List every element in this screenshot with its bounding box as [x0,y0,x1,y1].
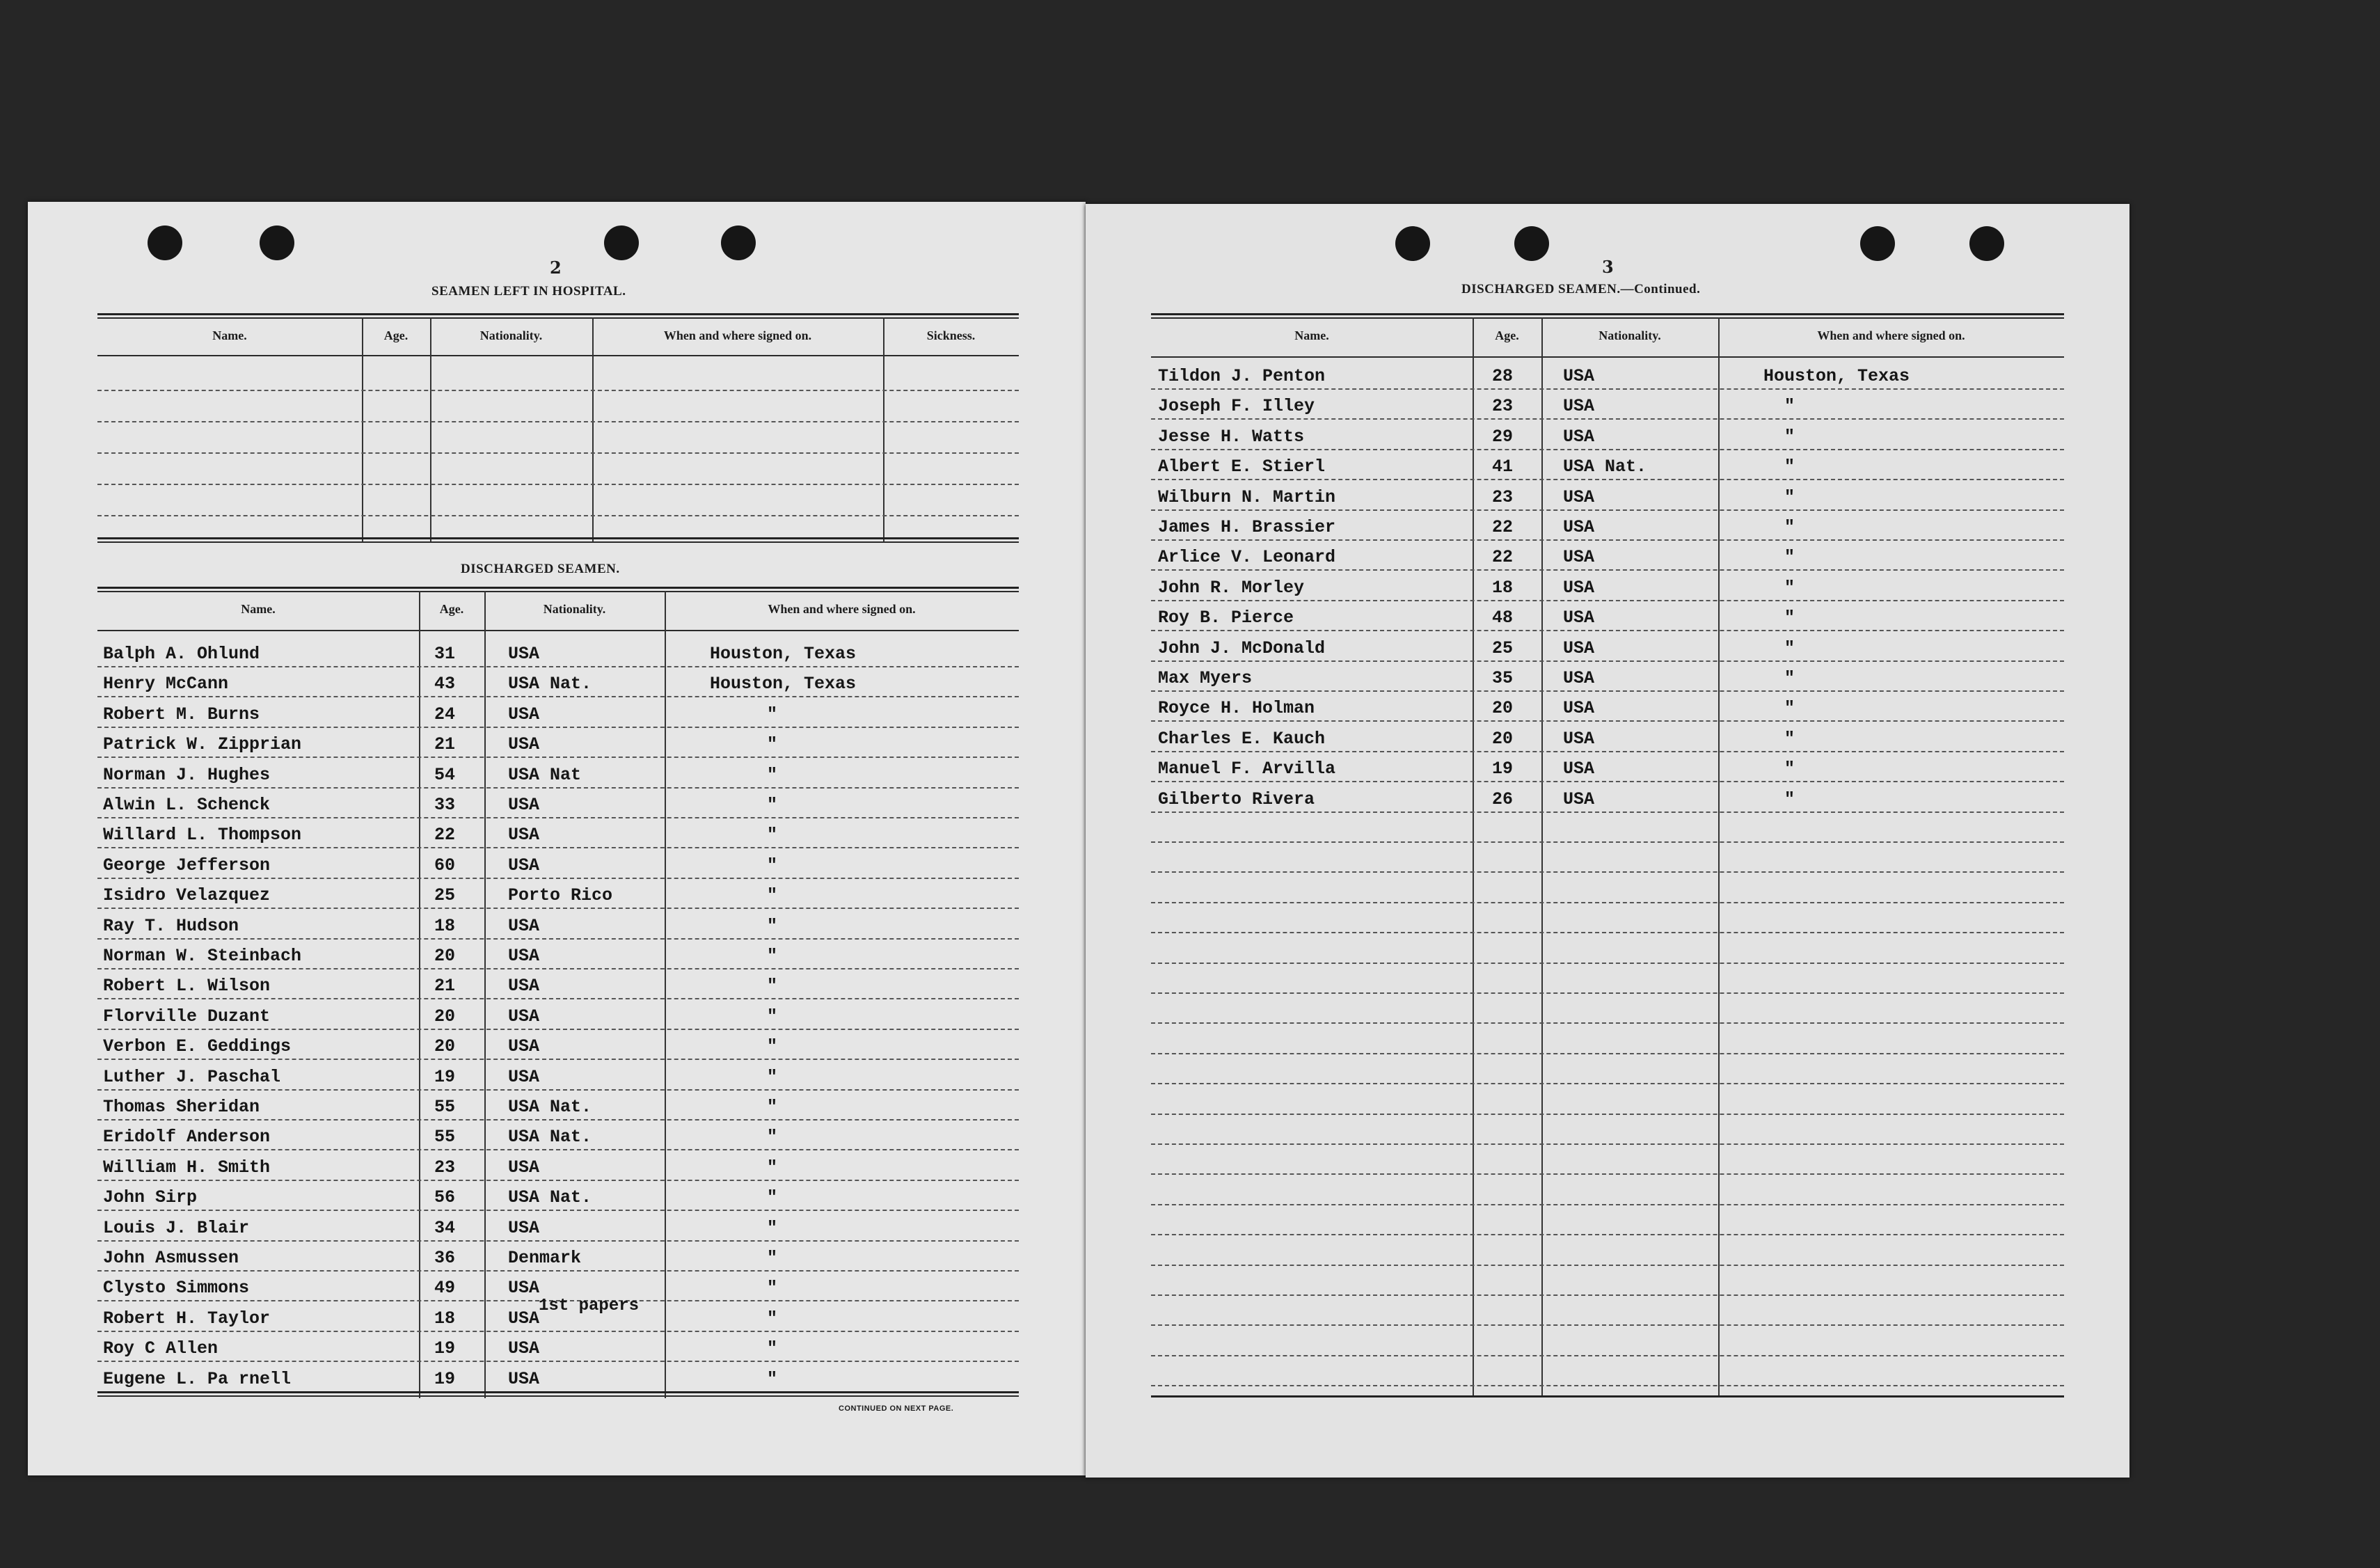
name-cell: Luther J. Paschal [103,1066,281,1087]
row-rule [97,1029,1019,1030]
nationality-cell: USA Nat. [508,1097,592,1117]
nationality-cell: USA [508,1308,540,1329]
row-rule [1151,751,2064,752]
signed-on-cell: " [767,825,778,846]
nationality-cell: USA [1563,396,1595,417]
nationality-cell: USA [508,1157,540,1178]
name-cell: Max Myers [1158,668,1253,688]
age-cell: 22 [1492,547,1514,568]
discharged-section-title: DISCHARGED SEAMEN. [461,562,620,576]
name-cell: Joseph F. Illey [1158,396,1315,417]
signed-on-cell: " [1784,638,1795,658]
row-rule [97,817,1019,818]
row-rule [97,1210,1019,1211]
nationality-cell: USA [508,946,540,966]
row-rule [1151,1022,2064,1024]
age-cell: 31 [434,644,456,664]
signed-on-cell: " [767,1006,778,1027]
page-number: 3 [1602,257,1614,277]
age-cell: 18 [1492,577,1514,598]
row-rule [1151,841,2064,843]
signed-on-cell: " [767,1187,778,1208]
signed-on-cell: " [1784,426,1795,447]
signed-on-cell: " [767,1338,778,1359]
age-cell: 35 [1492,668,1514,688]
binder-hole [148,225,182,260]
hospital-header-signed: When and where signed on. [663,328,812,342]
nationality-cell: USA [508,855,540,876]
row-rule [1151,902,2064,903]
nationality-cell: USA [508,704,540,724]
signed-on-cell: " [767,885,778,906]
name-cell: Eugene L. Pa rnell [103,1368,292,1389]
discharged-continued-title: DISCHARGED SEAMEN.—Continued. [1461,282,1701,296]
name-cell: Robert L. Wilson [103,976,271,997]
name-cell: Charles E. Kauch [1158,728,1326,749]
nationality-cell: USA [1563,668,1595,688]
signed-on-cell: " [1784,668,1795,688]
name-cell: Henry McCann [103,674,229,695]
nationality-cell: USA [1563,366,1595,386]
age-cell: 20 [434,1006,456,1027]
row-rule [1151,630,2064,631]
row-rule [97,666,1019,667]
age-cell: 25 [434,885,456,906]
nationality-cell: USA Nat. [1563,457,1647,477]
hospital-header-name: Name. [212,328,247,342]
name-cell: William H. Smith [103,1157,271,1178]
name-cell: Arlice V. Leonard [1158,547,1336,568]
row-rule [97,696,1019,697]
row-rule [1151,1294,2064,1296]
age-cell: 24 [434,704,456,724]
row-rule [97,1119,1019,1120]
signed-on-cell: Houston, Texas [1763,366,1910,386]
name-cell: Roy B. Pierce [1158,608,1294,628]
nationality-cell: USA [1563,728,1595,749]
signed-on-cell: " [767,1278,778,1299]
name-cell: George Jefferson [103,855,271,876]
nationality-cell: USA [508,644,540,664]
age-cell: 22 [434,825,456,846]
signed-on-cell: " [1784,728,1795,749]
nationality-cell: USA [1563,577,1595,598]
name-cell: Patrick W. Zipprian [103,734,302,755]
row-rule [97,757,1019,758]
age-cell: 21 [434,734,456,755]
signed-on-cell: " [1784,698,1795,719]
signed-on-cell: " [767,1368,778,1389]
row-rule [1151,1355,2064,1356]
row-rule [1151,811,2064,813]
age-cell: 18 [434,1308,456,1329]
row-rule [1151,1265,2064,1266]
name-cell: James H. Brassier [1158,517,1336,537]
name-cell: Ray T. Hudson [103,915,239,936]
nationality-cell: USA [508,1368,540,1389]
signed-on-cell: " [1784,517,1795,537]
signed-on-cell: " [767,734,778,755]
right-page [1086,204,2129,1478]
row-rule [1151,539,2064,541]
signed-on-cell: " [767,1217,778,1238]
age-cell: 20 [1492,728,1514,749]
signed-on-cell: " [767,764,778,785]
age-cell: 23 [1492,396,1514,417]
nationality-cell: USA Nat [508,764,582,785]
signed-on-cell: " [1784,608,1795,628]
name-cell: Verbon E. Geddings [103,1036,292,1057]
name-cell: Willard L. Thompson [103,825,302,846]
binder-hole [1514,226,1549,261]
discharged-header-age: Age. [439,602,464,616]
age-cell: 43 [434,674,456,695]
row-rule [1151,871,2064,873]
row-rule [1151,509,2064,511]
nationality-cell: USA [1563,426,1595,447]
row-rule [1151,1053,2064,1054]
name-cell: Eridolf Anderson [103,1127,271,1148]
row-rule [1151,1234,2064,1235]
row-rule [97,938,1019,940]
age-cell: 26 [1492,789,1514,809]
continued-header-signed: When and where signed on. [1817,328,1965,342]
first-papers-note: 1st papers [539,1297,640,1315]
name-cell: Gilberto Rivera [1158,789,1315,809]
nationality-cell: USA [508,795,540,815]
age-cell: 23 [1492,486,1514,507]
age-cell: 55 [434,1097,456,1117]
continued-header-age: Age. [1495,328,1519,342]
nationality-cell: USA [508,1036,540,1057]
row-rule [1151,1385,2064,1386]
nationality-cell: USA [1563,789,1595,809]
age-cell: 36 [434,1248,456,1268]
name-cell: Tildon J. Penton [1158,366,1326,386]
age-cell: 21 [434,976,456,997]
row-rule [1151,963,2064,964]
row-rule [97,878,1019,879]
signed-on-cell: " [1784,789,1795,809]
discharged-table [97,587,1019,1401]
signed-on-cell: " [767,1157,778,1178]
nationality-cell: Porto Rico [508,885,613,906]
nationality-cell: USA [1563,608,1595,628]
nationality-cell: USA Nat. [508,1187,592,1208]
hospital-header-age: Age. [383,328,408,342]
continued-note: CONTINUED ON NEXT PAGE. [839,1404,954,1413]
signed-on-cell: " [1784,457,1795,477]
signed-on-cell: " [767,1036,778,1057]
age-cell: 34 [434,1217,456,1238]
name-cell: John Asmussen [103,1248,239,1268]
age-cell: 25 [1492,638,1514,658]
signed-on-cell: " [767,1097,778,1117]
row-rule [97,1059,1019,1060]
age-cell: 60 [434,855,456,876]
nationality-cell: USA [1563,547,1595,568]
continued-header-nationality: Nationality. [1598,328,1661,342]
nationality-cell: USA [508,1338,540,1359]
row-rule [1151,388,2064,390]
nationality-cell: USA [508,734,540,755]
row-rule [1151,781,2064,782]
binder-hole [260,225,294,260]
signed-on-cell: " [1784,547,1795,568]
signed-on-cell: " [1784,486,1795,507]
name-cell: Wilburn N. Martin [1158,486,1336,507]
row-rule [1151,1143,2064,1145]
nationality-cell: USA [1563,759,1595,779]
row-rule [1151,660,2064,662]
age-cell: 28 [1492,366,1514,386]
row-rule [97,727,1019,728]
left-page [28,202,1086,1475]
name-cell: Louis J. Blair [103,1217,250,1238]
discharged-header-nationality: Nationality. [543,602,606,616]
name-cell: Robert M. Burns [103,704,260,724]
age-cell: 20 [434,946,456,966]
row-rule [1151,449,2064,450]
name-cell: Thomas Sheridan [103,1097,260,1117]
age-cell: 29 [1492,426,1514,447]
row-rule [1151,1114,2064,1115]
page-number: 2 [550,258,562,278]
nationality-cell: USA [1563,486,1595,507]
row-rule [1151,569,2064,571]
row-rule [97,968,1019,969]
name-cell: Norman W. Steinbach [103,946,302,966]
row-rule [97,1361,1019,1362]
hospital-table [97,313,1019,543]
discharged-continued-table [1151,313,2064,1400]
hospital-header-sickness: Sickness. [926,328,976,342]
row-rule [1151,932,2064,933]
signed-on-cell: " [767,1066,778,1087]
continued-header-name: Name. [1294,328,1329,342]
age-cell: 33 [434,795,456,815]
row-rule [97,847,1019,848]
nationality-cell: USA [508,1217,540,1238]
signed-on-cell: " [767,1127,778,1148]
age-cell: 23 [434,1157,456,1178]
signed-on-cell: " [767,704,778,724]
row-rule [1151,418,2064,420]
age-cell: 41 [1492,457,1514,477]
age-cell: 19 [1492,759,1514,779]
row-rule [97,998,1019,999]
signed-on-cell: " [767,855,778,876]
name-cell: Alwin L. Schenck [103,795,271,815]
age-cell: 20 [1492,698,1514,719]
name-cell: Florville Duzant [103,1006,271,1027]
nationality-cell: USA [508,1066,540,1087]
name-cell: Albert E. Stierl [1158,457,1326,477]
row-rule [97,1240,1019,1242]
signed-on-cell: " [767,976,778,997]
signed-on-cell: " [767,795,778,815]
signed-on-cell: Houston, Texas [710,674,857,695]
name-cell: Balph A. Ohlund [103,644,260,664]
row-rule [1151,720,2064,722]
row-rule [1151,600,2064,601]
nationality-cell: USA [1563,517,1595,537]
age-cell: 20 [434,1036,456,1057]
row-rule [1151,479,2064,480]
row-rule [97,908,1019,909]
signed-on-cell: Houston, Texas [710,644,857,664]
nationality-cell: USA Nat. [508,674,592,695]
row-rule [97,1180,1019,1181]
nationality-cell: USA [508,1278,540,1299]
row-rule [97,1149,1019,1150]
name-cell: Norman J. Hughes [103,764,271,785]
age-cell: 49 [434,1278,456,1299]
signed-on-cell: " [1784,396,1795,417]
binder-hole [1860,226,1895,261]
discharged-header-signed: When and where signed on. [768,602,916,616]
age-cell: 48 [1492,608,1514,628]
hospital-header-nationality: Nationality. [479,328,543,342]
signed-on-cell: " [767,915,778,936]
row-rule [97,1270,1019,1272]
age-cell: 54 [434,764,456,785]
discharged-header-name: Name. [241,602,276,616]
binder-hole [1969,226,2004,261]
binder-hole [1395,226,1430,261]
nationality-cell: Denmark [508,1248,582,1268]
signed-on-cell: " [767,946,778,966]
age-cell: 56 [434,1187,456,1208]
row-rule [1151,1083,2064,1084]
name-cell: Jesse H. Watts [1158,426,1305,447]
name-cell: Manuel F. Arvilla [1158,759,1336,779]
row-rule [1151,1204,2064,1205]
age-cell: 55 [434,1127,456,1148]
signed-on-cell: " [767,1248,778,1268]
name-cell: Roy C Allen [103,1338,219,1359]
name-cell: Clysto Simmons [103,1278,250,1299]
row-rule [97,787,1019,789]
age-cell: 18 [434,915,456,936]
nationality-cell: USA [1563,698,1595,719]
nationality-cell: USA [1563,638,1595,658]
binder-hole [604,225,639,260]
name-cell: John J. McDonald [1158,638,1326,658]
row-rule [1151,690,2064,692]
row-rule [1151,992,2064,994]
signed-on-cell: " [767,1308,778,1329]
nationality-cell: USA [508,825,540,846]
nationality-cell: USA [508,1006,540,1027]
age-cell: 19 [434,1368,456,1389]
row-rule [97,1089,1019,1091]
nationality-cell: USA [508,976,540,997]
binder-hole [721,225,756,260]
row-rule [1151,1324,2064,1326]
name-cell: Robert H. Taylor [103,1308,271,1329]
age-cell: 22 [1492,517,1514,537]
name-cell: Royce H. Holman [1158,698,1315,719]
row-rule [97,1331,1019,1332]
nationality-cell: USA Nat. [508,1127,592,1148]
age-cell: 19 [434,1338,456,1359]
name-cell: Isidro Velazquez [103,885,271,906]
nationality-cell: USA [508,915,540,936]
signed-on-cell: " [1784,759,1795,779]
hospital-section-title: SEAMEN LEFT IN HOSPITAL. [431,284,626,299]
age-cell: 19 [434,1066,456,1087]
name-cell: John R. Morley [1158,577,1305,598]
row-rule [1151,1173,2064,1175]
signed-on-cell: " [1784,577,1795,598]
name-cell: John Sirp [103,1187,198,1208]
